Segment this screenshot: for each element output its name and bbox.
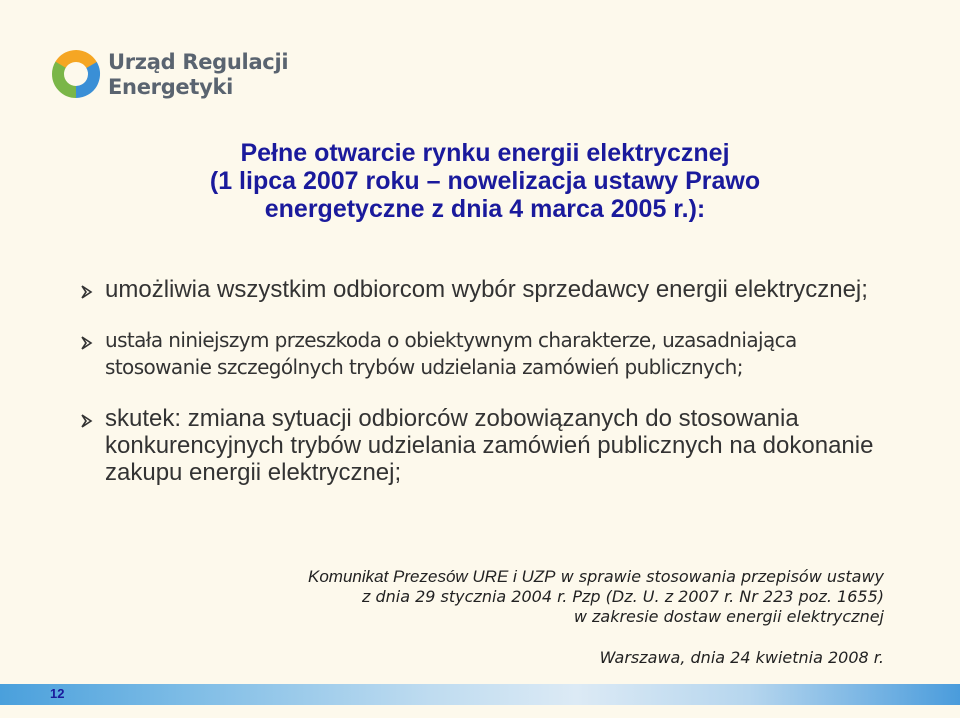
logo-line-1: Urząd Regulacji	[108, 50, 289, 74]
logo-text	[108, 50, 288, 100]
bullet-item	[70, 405, 900, 486]
ure-logo	[50, 48, 290, 108]
footnote-line-3: w zakresie dostaw energii elektrycznej	[573, 607, 884, 626]
arrow-bullet-icon	[80, 414, 94, 428]
footer-bar-fill	[0, 684, 960, 705]
footnote-rest: w sprawie stosowania przepisów ustawy	[555, 567, 884, 586]
footnote-lead: Komunikat Prezesów URE i UZP	[308, 567, 556, 586]
bullet-text: umożliwia wszystkim odbiorcom wybór sprzedawcy energii elektrycznej;	[105, 276, 868, 303]
page-number: 12	[50, 686, 65, 701]
logo-line-2: Energetyki	[108, 75, 234, 99]
footer-bar	[0, 684, 960, 705]
bullet-list	[70, 276, 900, 486]
title-line-3: energetyczne z dnia 4 marca 2005 r.):	[264, 195, 706, 223]
arrow-bullet-icon	[80, 336, 94, 350]
place-date: Warszawa, dnia 24 kwietnia 2008 r.	[599, 648, 884, 667]
footnote-reference	[184, 567, 884, 627]
bullet-item	[70, 276, 900, 303]
footnote-line-2: z dnia 29 stycznia 2004 r. Pzp (Dz. U. z 2007 r. Nr 223 poz. 1655)	[361, 587, 884, 606]
bullet-text: ustała niniejszym przeszkoda o obiektywnym charakterze, uzasadniająca stosowanie szczególnych trybów udzielania zamówień publicznych;	[105, 328, 797, 379]
ure-logo-icon	[50, 48, 102, 100]
title-line-2: (1 lipca 2007 roku – nowelizacja ustawy Prawo	[209, 167, 761, 195]
footnote-line-1	[184, 567, 884, 587]
bullet-text: skutek: zmiana sytuacji odbiorców zobowiązanych do stosowania konkurencyjnych trybów udzielania zamówień publicznych na dokonanie zakupu energii elektrycznej;	[105, 405, 874, 486]
slide-title	[90, 139, 880, 223]
title-line-1: Pełne otwarcie rynku energii elektrycznej	[240, 139, 730, 167]
bullet-item	[70, 327, 900, 381]
arrow-bullet-icon	[80, 285, 94, 299]
